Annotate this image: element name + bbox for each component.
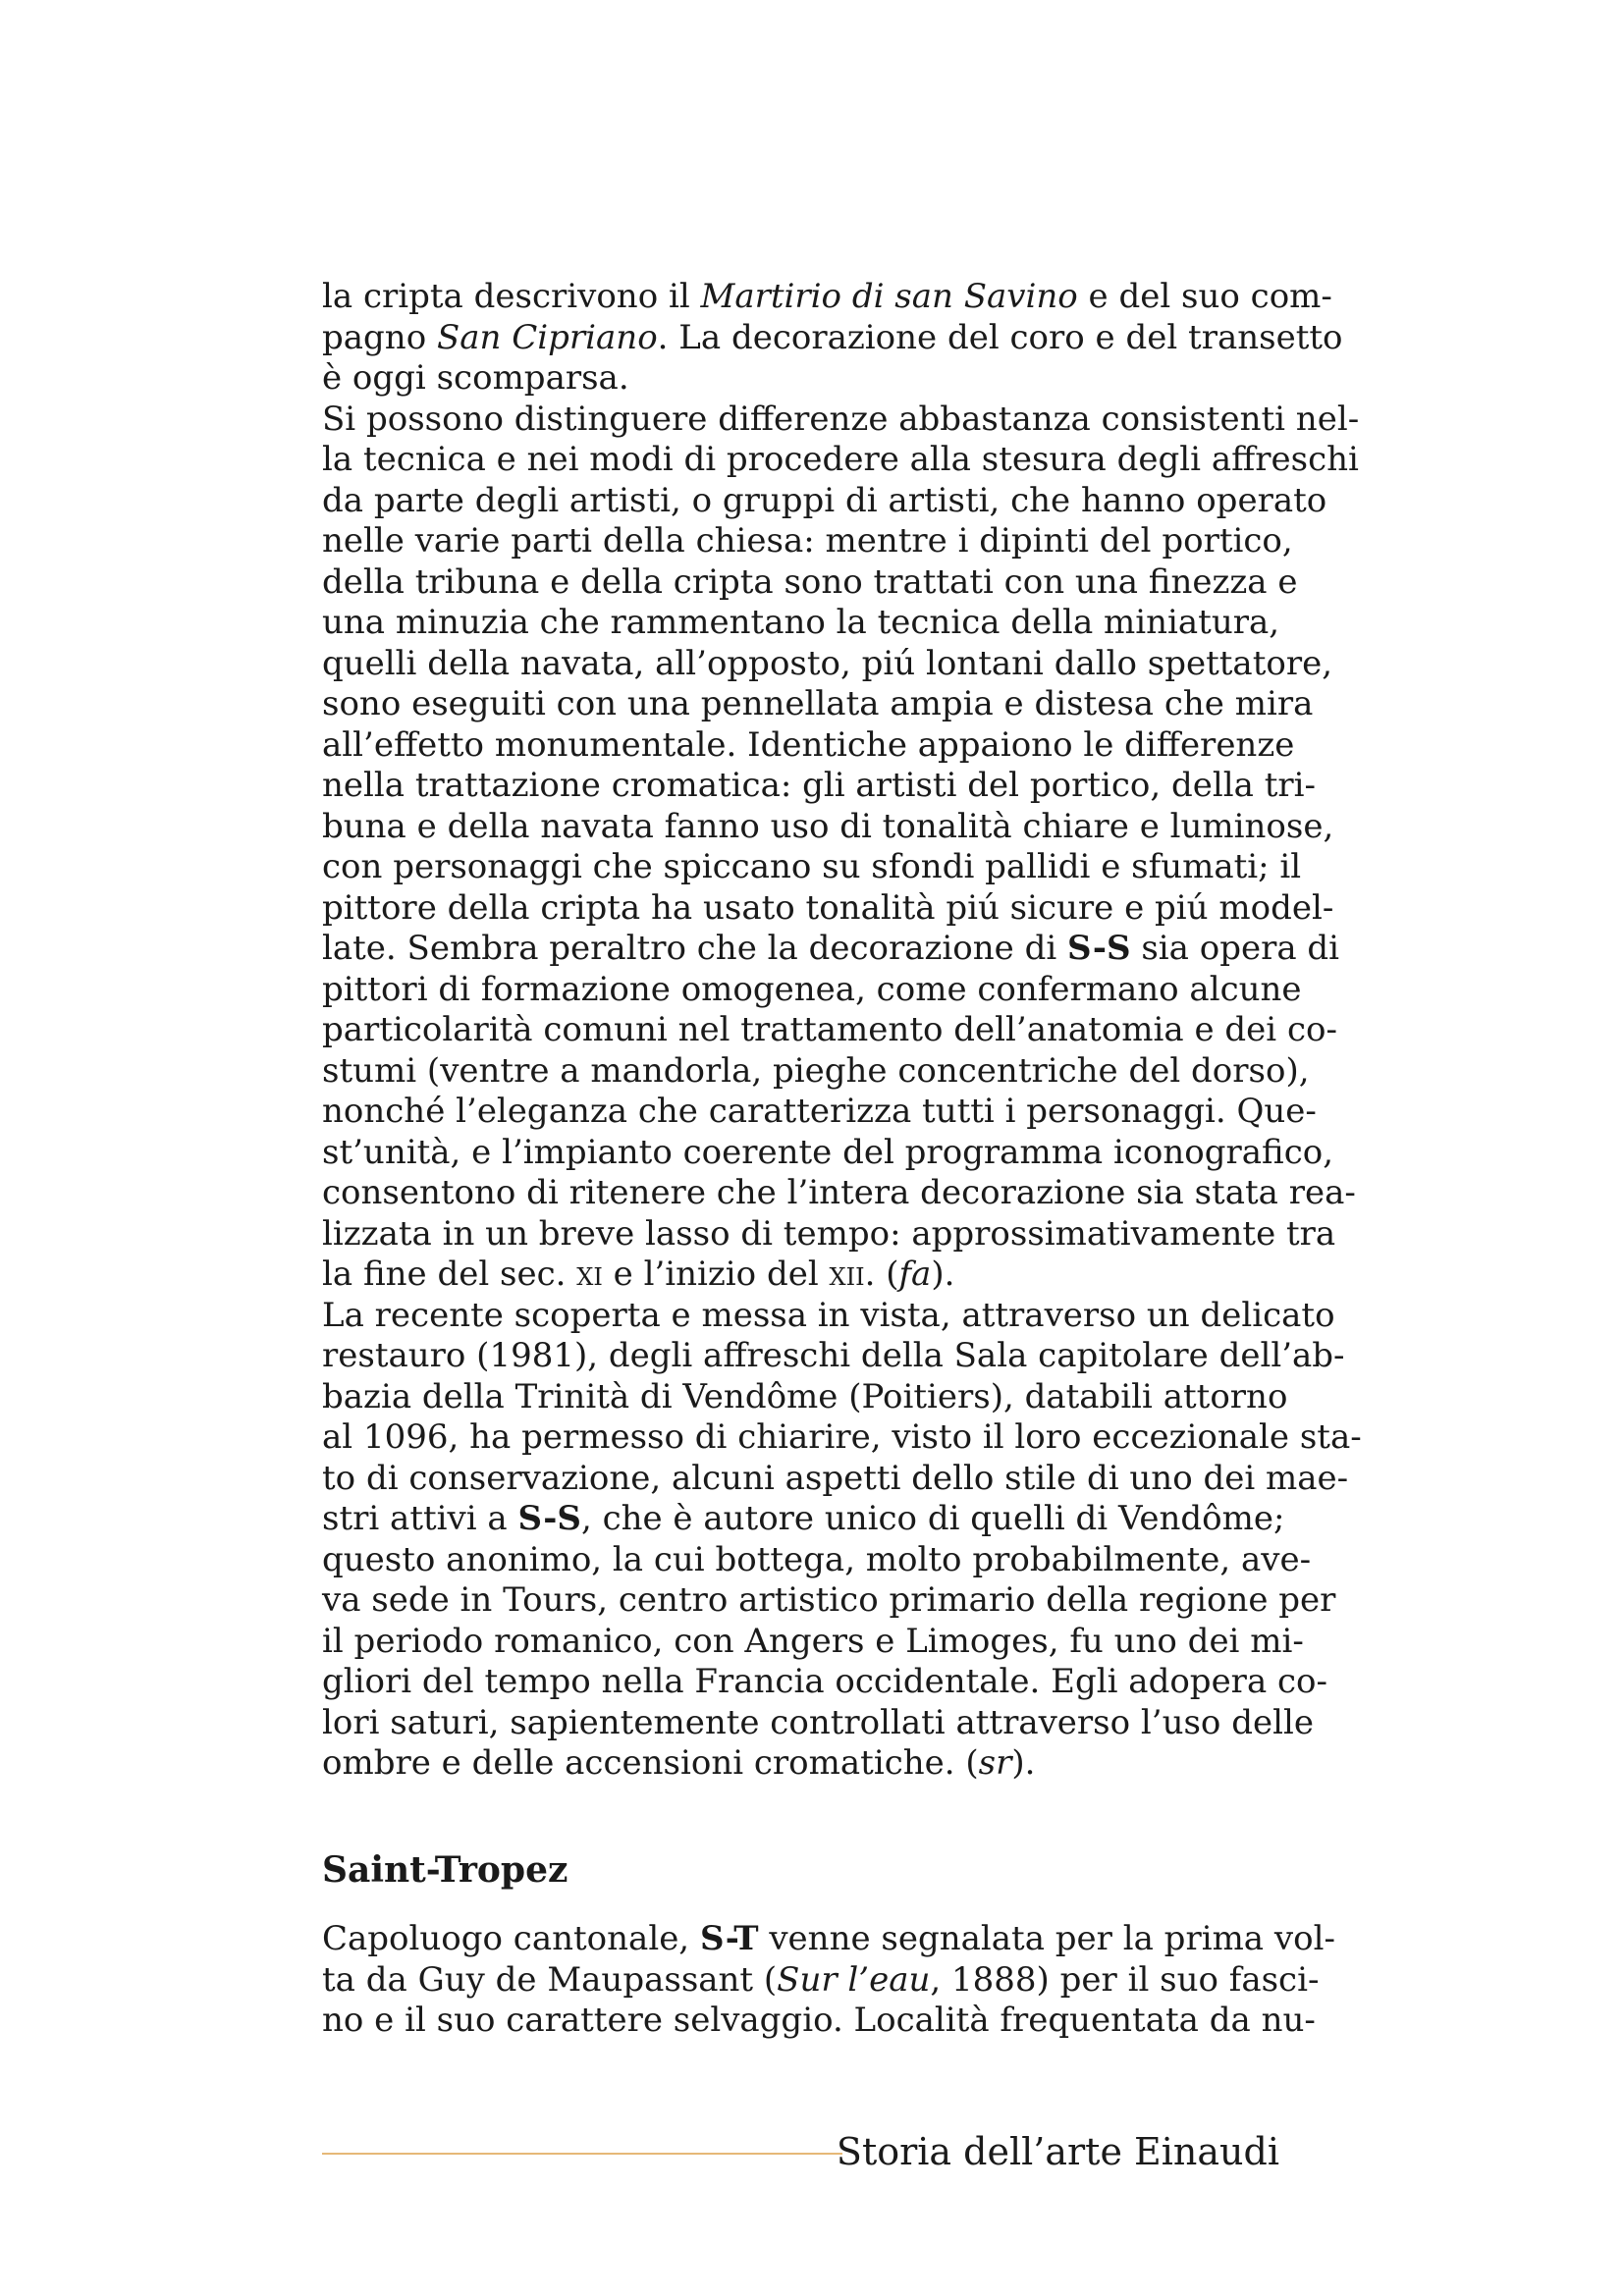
- body-line: late. Sembra peraltro che la decorazione di S-S sia opera di: [322, 929, 1340, 968]
- body-line: stri attivi a S-S, che è autore unico di quelli di Vendôme;: [322, 1499, 1285, 1538]
- body-line: sono eseguiti con una pennellata ampia e distesa che mira: [322, 684, 1314, 723]
- body-line: la cripta descrivono il Martirio di san Savino e del suo com-: [322, 277, 1332, 316]
- body-line: quelli della navata, all’opposto, piú lontani dallo spettatore,: [322, 643, 1333, 683]
- section2-line: Capoluogo cantonale, S-T venne segnalata per la prima vol-: [322, 1919, 1335, 1958]
- body-line: va sede in Tours, centro artistico primario della regione per: [322, 1580, 1336, 1620]
- body-line: nella trattazione cromatica: gli artisti del portico, della tri-: [322, 766, 1316, 805]
- body-line: pittore della cripta ha usato tonalità piú sicure e piú model-: [322, 887, 1334, 928]
- body-line: al 1096, ha permesso di chiarire, visto il loro eccezionale sta-: [322, 1417, 1362, 1457]
- body-line: stumi (ventre a mandorla, pieghe concentriche del dorso),: [322, 1050, 1310, 1091]
- section2-line: ta da Guy de Maupassant (Sur l’eau, 1888) per il suo fasci-: [322, 1959, 1320, 2000]
- body-line: nonché l’eleganza che caratterizza tutti i personaggi. Que-: [322, 1092, 1317, 1131]
- body-line: è oggi scomparsa.: [322, 358, 629, 398]
- section-text: [322, 1919, 1335, 2042]
- body-line: all’effetto monumentale. Identiche appaiono le differenze: [322, 724, 1295, 765]
- body-line: pittori di formazione omogenea, come confermano alcune: [322, 969, 1302, 1009]
- section2-line: no e il suo carattere selvaggio. Località frequentata da nu-: [322, 2001, 1316, 2040]
- body-line: la fine del sec. xi e l’inizio del xii. (fa).: [322, 1255, 955, 1294]
- body-line: buna e della navata fanno uso di tonalità chiare e luminose,: [322, 806, 1334, 846]
- body-line: particolarità comuni nel trattamento dell’anatomia e dei co-: [322, 1010, 1337, 1049]
- body-line: lori saturi, sapientemente controllati attraverso l’uso delle: [322, 1702, 1314, 1742]
- footer-title: Storia dell’arte Einaudi: [836, 2130, 1279, 2173]
- document-page: [322, 0, 1362, 2296]
- body-line: pagno San Cipriano. La decorazione del coro e del transetto: [322, 317, 1343, 357]
- body-line: lizzata in un breve lasso di tempo: approssimativamente tra: [322, 1213, 1336, 1254]
- body-line: La recente scoperta e messa in vista, attraverso un delicato: [322, 1295, 1335, 1335]
- body-line: questo anonimo, la cui bottega, molto probabilmente, ave-: [322, 1539, 1312, 1579]
- body-line: da parte degli artisti, o gruppi di artisti, che hanno operato: [322, 480, 1327, 520]
- body-line: ombre e delle accensioni cromatiche. (sr).: [322, 1743, 1036, 1783]
- body-text: [322, 277, 1362, 1785]
- body-line: to di conservazione, alcuni aspetti dello stile di uno dei mae-: [322, 1458, 1349, 1498]
- section-heading: Saint-Tropez: [322, 1849, 568, 1891]
- body-line: consentono di ritenere che l’intera decorazione sia stata rea-: [322, 1173, 1356, 1212]
- body-line: nelle varie parti della chiesa: mentre i dipinti del portico,: [322, 521, 1293, 561]
- body-line: la tecnica e nei modi di procedere alla stesura degli affreschi: [322, 440, 1359, 479]
- body-line: restauro (1981), degli affreschi della Sala capitolare dell’ab-: [322, 1336, 1345, 1375]
- body-line: una minuzia che rammentano la tecnica della miniatura,: [322, 603, 1280, 642]
- body-line: Si possono distinguere differenze abbastanza consistenti nel-: [322, 399, 1360, 439]
- body-line: bazia della Trinità di Vendôme (Poitiers), databili attorno: [322, 1376, 1288, 1416]
- body-line: gliori del tempo nella Francia occidentale. Egli adopera co-: [322, 1662, 1328, 1701]
- body-line: il periodo romanico, con Angers e Limoges, fu uno dei mi-: [322, 1621, 1304, 1661]
- body-line: con personaggi che spiccano su sfondi pallidi e sfumati; il: [322, 847, 1302, 886]
- body-line: st’unità, e l’impianto coerente del programma iconografico,: [322, 1132, 1334, 1172]
- footer-rule: [322, 2153, 842, 2155]
- body-line: della tribuna e della cripta sono trattati con una finezza e: [322, 561, 1298, 602]
